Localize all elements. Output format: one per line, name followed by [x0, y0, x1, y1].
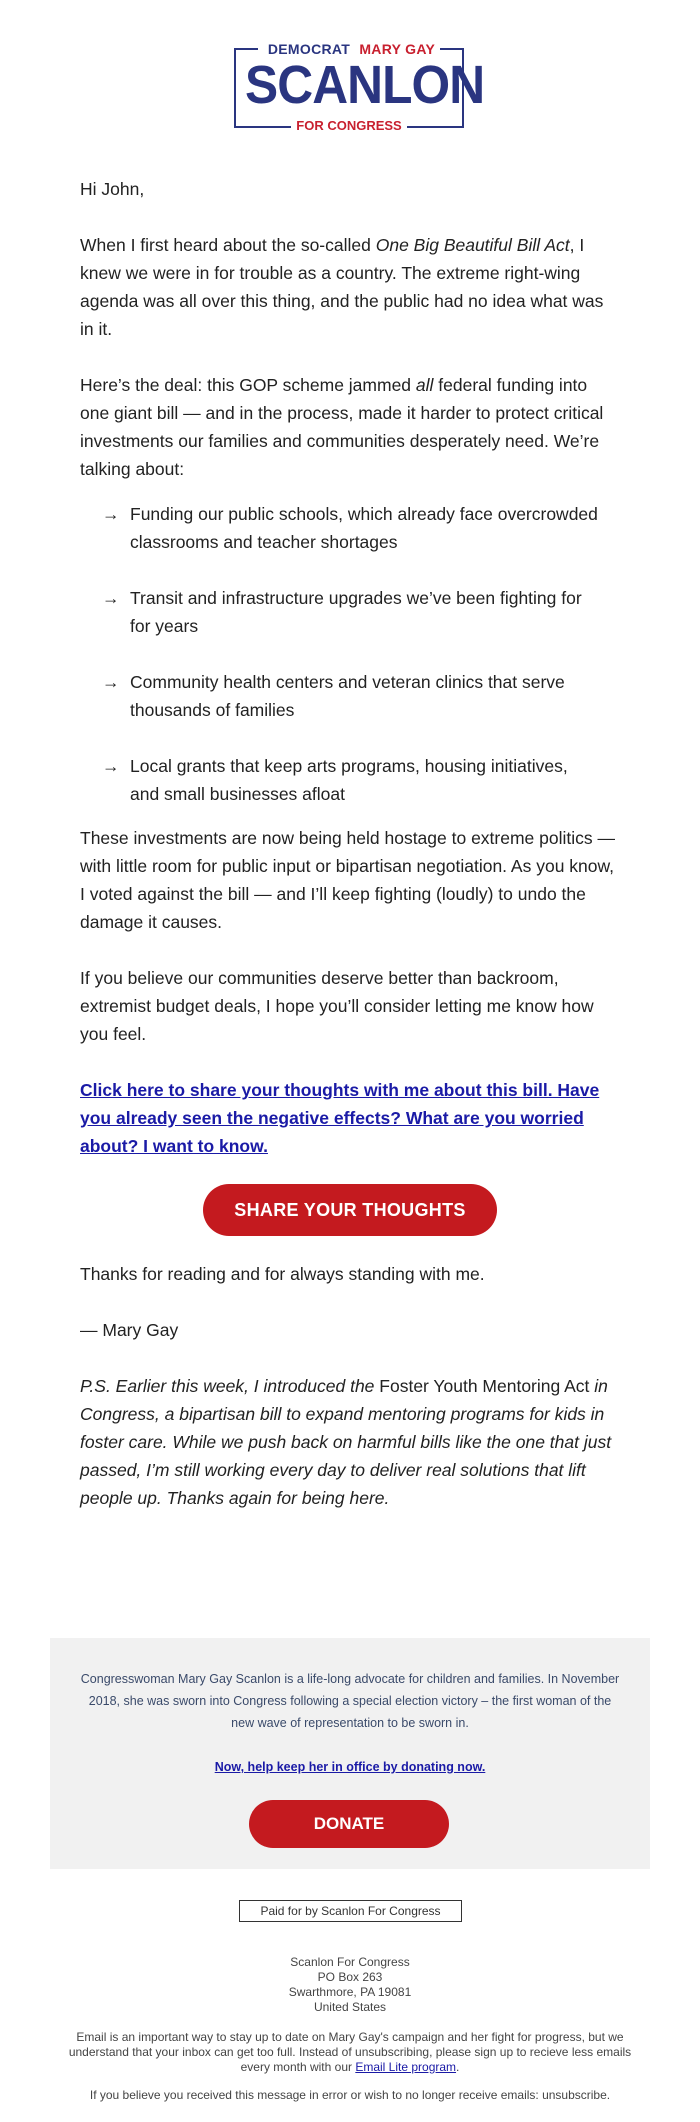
- thanks-text: Thanks for reading and for always standing with me.: [80, 1264, 485, 1284]
- paid-for-disclaimer: Paid for by Scanlon For Congress: [239, 1900, 462, 1922]
- arrow-right-icon: →: [102, 672, 120, 692]
- share-thoughts-button[interactable]: SHARE YOUR THOUGHTS: [203, 1184, 497, 1236]
- donate-button[interactable]: DONATE: [249, 1800, 449, 1848]
- arrow-right-icon: →: [102, 588, 120, 608]
- address-line: Scanlon For Congress: [290, 1955, 410, 1969]
- p2-emphasis: all: [415, 375, 434, 395]
- list-item-text: Local grants that keep arts programs, housing initiatives, and small businesses afloat: [130, 756, 568, 804]
- p1-text-a: When I first heard about the so-called: [80, 235, 376, 255]
- address-line: United States: [313, 2000, 387, 2014]
- address-line: PO Box 263: [317, 1970, 383, 1984]
- email-lite-link[interactable]: Email Lite program: [355, 2060, 457, 2074]
- list-item-text: Community health centers and veteran clinics that serve thousands of families: [130, 672, 565, 720]
- ps-text-b: in Congress, a bipartisan bill to expand mentoring programs for kids in foster care. While we push back on harmful bills like the one that just passed, I’m still working every day to deliver real solutions that lift people up. Thanks again for being here.: [80, 1376, 612, 1508]
- paragraph-intro: [80, 231, 620, 343]
- address-line: Swarthmore, PA 19081: [288, 1985, 412, 1999]
- p1-text-b: , I knew we were in for trouble as a country. The extreme right-wing agenda was all over this thing, and the public had no idea what was in it.: [80, 235, 604, 339]
- paragraph-believe: If you believe our communities deserve better than backroom, extremist budget deals, I hope you’ll consider letting me know how you feel.: [80, 968, 594, 1044]
- logo-mary-gay: MARY GAY: [359, 41, 436, 57]
- greeting: Hi John,: [80, 179, 145, 199]
- email-note: [60, 2030, 640, 2075]
- campaign-logo: [234, 41, 485, 133]
- paragraph-deal: [80, 371, 620, 483]
- share-thoughts-link[interactable]: Click here to share your thoughts with me about this bill. Have you already seen the negative effects? What are you worried about? I want to know.: [80, 1080, 600, 1156]
- footer-donate-box: [50, 1638, 650, 1869]
- p2-text-a: Here’s the deal: this GOP scheme jammed: [80, 375, 416, 395]
- donate-link[interactable]: Now, help keep her in office by donating now.: [214, 1760, 486, 1774]
- list-item-text: Transit and infrastructure upgrades we’ve been fighting for for years: [130, 588, 582, 636]
- bio-text: Congresswoman Mary Gay Scanlon is a life-long advocate for children and families. In November 2018, she was sworn into Congress following a special election victory – the first woman of the new wave of representation to be sworn in.: [80, 1672, 620, 1730]
- email-note-text: Email is an important way to stay up to date on Mary Gay's campaign and her fight for progress, but we understand that your inbox can get too full. Instead of unsubscribing, please sign up to recieve less emails every month with our: [68, 2030, 632, 2074]
- ps-act-name: Foster Youth Mentoring Act: [379, 1376, 590, 1396]
- logo-name: SCANLON: [245, 55, 485, 115]
- arrow-right-icon: →: [102, 504, 120, 524]
- ps-text-a: P.S. Earlier this week, I introduced the: [80, 1376, 380, 1396]
- postscript: [80, 1372, 628, 1512]
- email-note-end: .: [456, 2060, 460, 2074]
- logo-for-congress: FOR CONGRESS: [291, 118, 406, 133]
- p2-text-b: federal funding into one giant bill — and in the process, made it harder to protect critical investments our families and communities desperately need. We’re talking about:: [80, 375, 604, 479]
- logo-democrat: DEMOCRAT: [263, 41, 355, 57]
- unsubscribe-note[interactable]: If you believe you received this message in error or wish to no longer receive emails: unsubscribe.: [89, 2088, 611, 2102]
- signature: — Mary Gay: [80, 1320, 179, 1340]
- paragraph-hostage: These investments are now being held hostage to extreme politics — with little room for public input or bipartisan negotiation. As you know, I voted against the bill — and I’ll keep fighting (loudly) to undo the damage it causes.: [80, 828, 616, 932]
- bill-name: One Big Beautiful Bill Act: [375, 235, 570, 255]
- arrow-right-icon: →: [102, 756, 120, 776]
- list-item-text: Funding our public schools, which already face overcrowded classrooms and teacher shortages: [130, 504, 598, 552]
